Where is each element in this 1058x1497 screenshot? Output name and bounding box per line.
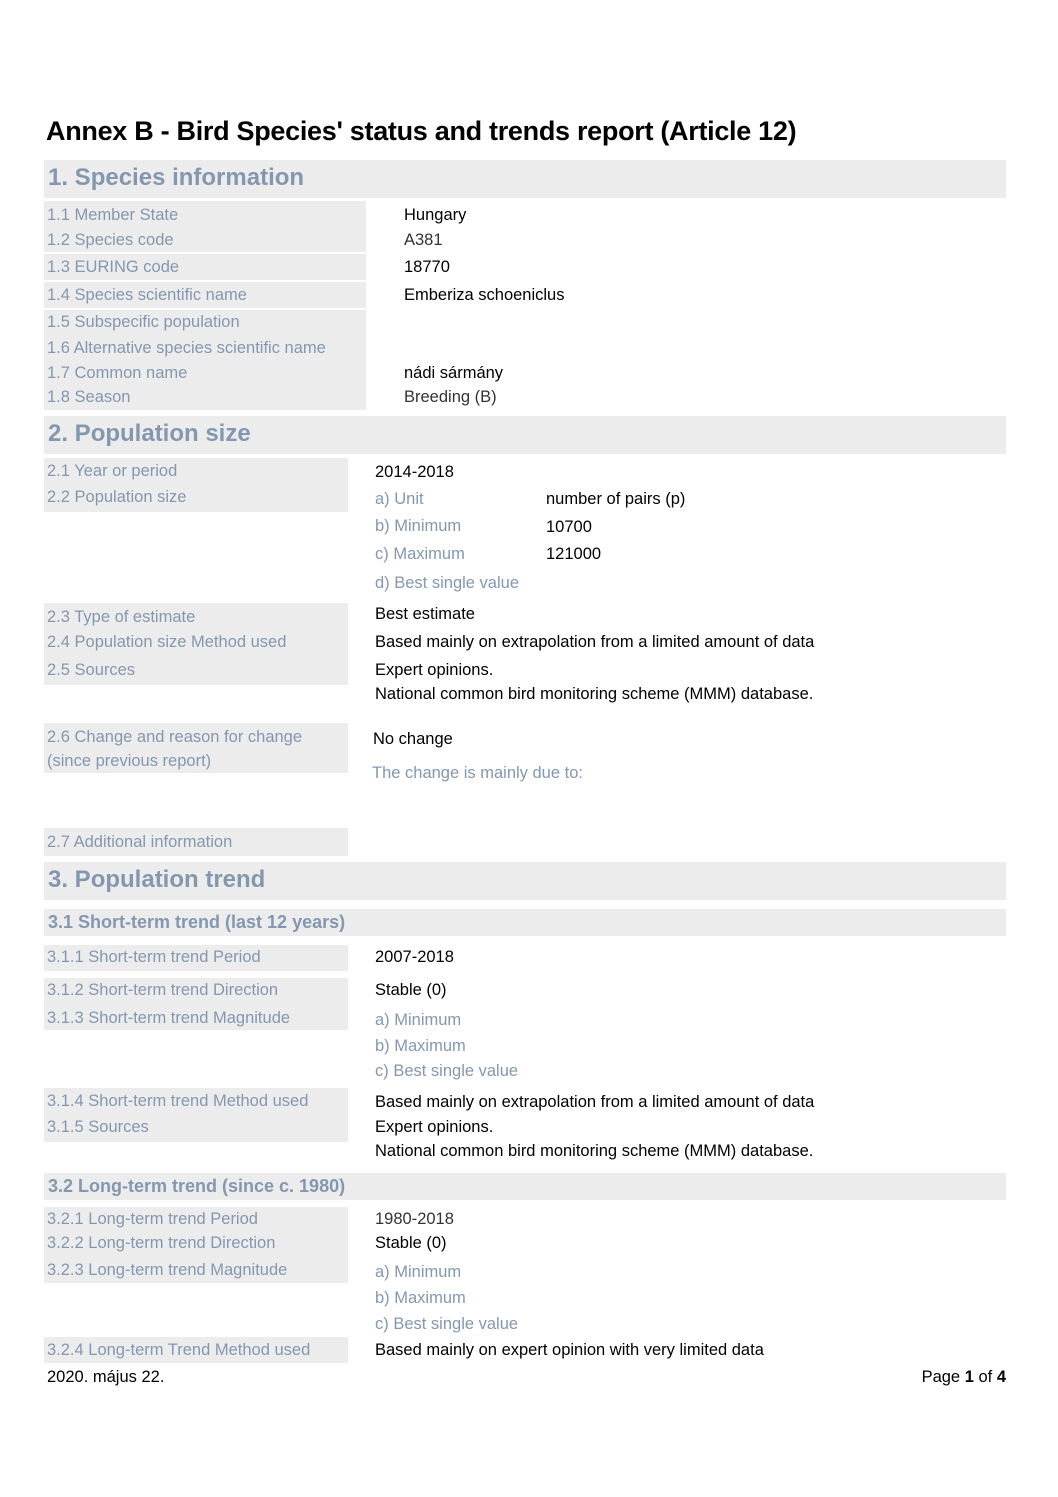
section-population-size — [44, 416, 1006, 454]
st-best-value-label: c) Best single value — [375, 1062, 519, 1080]
euring-code-value: 18770 — [404, 258, 450, 276]
lt-minimum-label: a) Minimum — [375, 1263, 462, 1281]
lt-method-value: Based mainly on expert opinion with very limited data — [375, 1341, 764, 1359]
st-maximum-label: b) Maximum — [375, 1037, 466, 1055]
footer-date: 2020. május 22. — [47, 1368, 165, 1386]
minimum-value: 10700 — [546, 518, 592, 536]
section-species-information — [44, 160, 1006, 198]
st-sources-value: National common bird monitoring scheme (MMM) database. — [375, 1142, 814, 1160]
subsection-short-term-trend — [44, 909, 1006, 936]
field-label: 3.2.4 Long-term Trend Method used — [47, 1341, 311, 1359]
st-direction-value: Stable (0) — [375, 981, 447, 999]
field-label: 1.6 Alternative species scientific name — [47, 339, 326, 357]
field-label: 2.2 Population size — [47, 488, 187, 506]
field-label: 2.4 Population size Method used — [47, 633, 287, 651]
field-label: 2.1 Year or period — [47, 462, 178, 480]
lt-period-value: 1980-2018 — [375, 1210, 454, 1228]
lt-best-value-label: c) Best single value — [375, 1315, 519, 1333]
section-population-trend — [44, 862, 1006, 900]
subsection-long-term-trend — [44, 1173, 1006, 1200]
field-label: 1.4 Species scientific name — [47, 286, 247, 304]
scientific-name-value: Emberiza schoeniclus — [404, 286, 565, 304]
best-value-label: d) Best single value — [375, 574, 519, 592]
field-label: 3.2.1 Long-term trend Period — [47, 1210, 258, 1228]
field-label: 1.1 Member State — [47, 206, 179, 224]
st-sources-value: Expert opinions. — [375, 1118, 494, 1136]
maximum-value: 121000 — [546, 545, 602, 563]
document-title: Annex B - Bird Species' status and trends report (Article 12) — [46, 116, 797, 146]
section-heading: 2. Population size — [48, 420, 251, 447]
field-label: (since previous report) — [47, 752, 212, 770]
maximum-label: c) Maximum — [375, 545, 465, 563]
field-label: 2.7 Additional information — [47, 833, 233, 851]
field-label: 3.2.3 Long-term trend Magnitude — [47, 1261, 288, 1279]
unit-value: number of pairs (p) — [546, 490, 686, 508]
page-number — [922, 1368, 1006, 1387]
field-label: 1.5 Subspecific population — [47, 313, 240, 331]
field-label: 3.2.2 Long-term trend Direction — [47, 1234, 276, 1252]
field-label: 1.8 Season — [47, 388, 131, 406]
section-heading: 1. Species information — [48, 164, 305, 191]
st-minimum-label: a) Minimum — [375, 1011, 462, 1029]
field-label: 3.1.2 Short-term trend Direction — [47, 981, 279, 999]
field-label: 2.6 Change and reason for change — [47, 728, 303, 746]
field-label: 3.1.4 Short-term trend Method used — [47, 1092, 309, 1110]
field-label: 1.7 Common name — [47, 364, 188, 382]
st-period-value: 2007-2018 — [375, 948, 454, 966]
field-label: 3.1.5 Sources — [47, 1118, 149, 1136]
page-prefix: Page — [921, 1368, 965, 1386]
section-heading: 3. Population trend — [48, 866, 266, 893]
st-method-value: Based mainly on extrapolation from a limited amount of data — [375, 1093, 815, 1111]
field-label: 2.5 Sources — [47, 661, 136, 679]
sources-value: National common bird monitoring scheme (MMM) database. — [375, 685, 814, 703]
common-name-value: nádi sármány — [404, 364, 504, 382]
season-value: Breeding (B) — [404, 388, 497, 406]
minimum-label: b) Minimum — [375, 517, 462, 535]
member-state-value: Hungary — [404, 206, 467, 224]
unit-label: a) Unit — [375, 490, 424, 508]
species-code-value: A381 — [404, 231, 443, 249]
change-value: No change — [373, 730, 453, 748]
field-label: 1.2 Species code — [47, 231, 174, 249]
estimate-type-value: Best estimate — [375, 605, 475, 623]
page-of: of — [973, 1368, 997, 1386]
field-label: 1.3 EURING code — [47, 258, 180, 276]
method-value: Based mainly on extrapolation from a limited amount of data — [375, 633, 815, 651]
field-label: 3.1.1 Short-term trend Period — [47, 948, 261, 966]
page-total: 4 — [996, 1368, 1006, 1386]
year-value: 2014-2018 — [375, 463, 454, 481]
change-reason-label: The change is mainly due to: — [372, 764, 583, 782]
lt-direction-value: Stable (0) — [375, 1234, 447, 1252]
page-current: 1 — [964, 1368, 974, 1386]
field-label: 2.3 Type of estimate — [47, 608, 196, 626]
subsection-heading: 3.1 Short-term trend (last 12 years) — [48, 912, 346, 932]
lt-maximum-label: b) Maximum — [375, 1289, 466, 1307]
sources-value: Expert opinions. — [375, 661, 494, 679]
subsection-heading: 3.2 Long-term trend (since c. 1980) — [48, 1176, 346, 1196]
field-label: 3.1.3 Short-term trend Magnitude — [47, 1009, 291, 1027]
